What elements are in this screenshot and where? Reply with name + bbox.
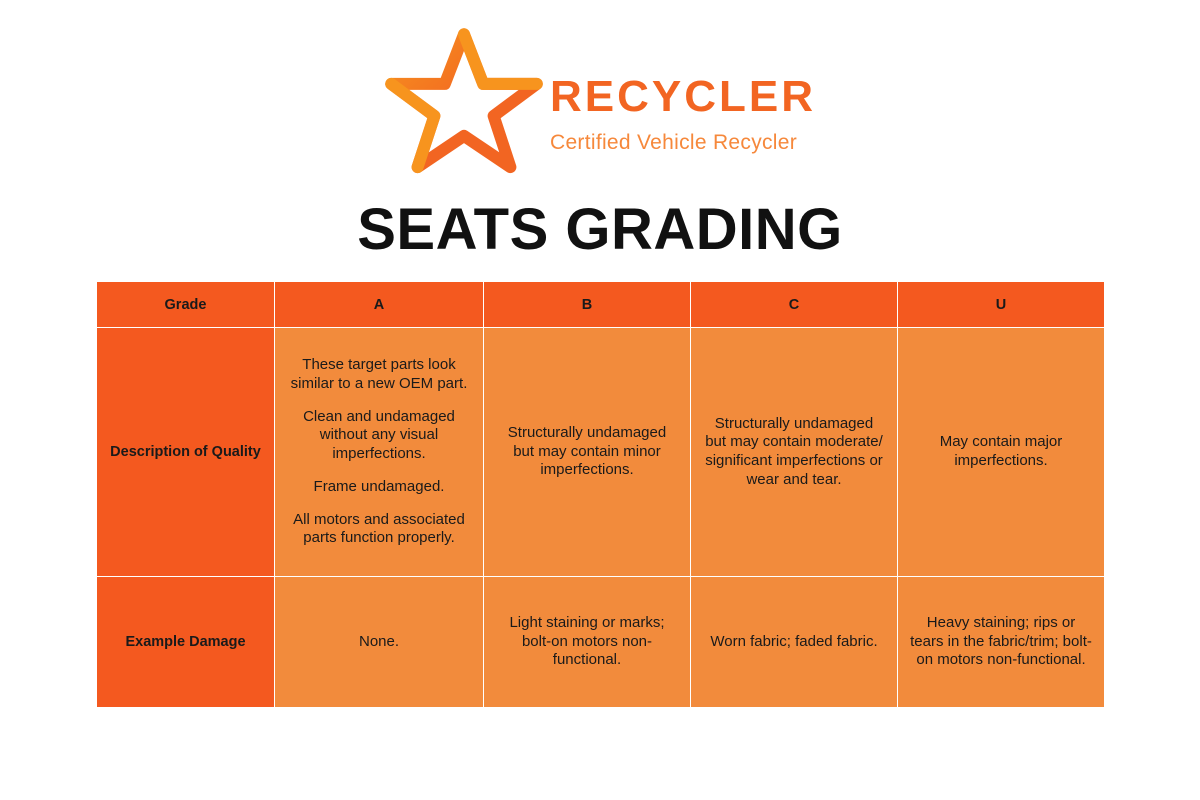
logo-text: [550, 57, 816, 155]
cell-paragraph: All motors and associated parts function properly.: [293, 510, 465, 547]
table-header: [97, 282, 1105, 328]
page-title: SEATS GRADING: [357, 197, 843, 262]
row-label-description-of-quality: Description of Quality: [97, 328, 275, 577]
cell-paragraph: Structurally undamaged but may contain minor imperfections.: [507, 423, 667, 479]
cell-example-u: [898, 577, 1105, 708]
cell-description-b: [484, 328, 691, 577]
cell-paragraph: These target parts look similar to a new OEM part.: [290, 356, 468, 392]
star-outline-icon: [384, 28, 544, 183]
cell-paragraph: None.: [358, 632, 400, 650]
column-header-u: U: [898, 282, 1105, 328]
cell-paragraph: Frame undamaged.: [313, 477, 445, 495]
column-header-grade: Grade: [97, 282, 275, 328]
column-header-c: C: [691, 282, 898, 328]
logo-tagline: Certified Vehicle Recycler: [549, 130, 798, 154]
cell-paragraph: Heavy staining; rips or tears in the fabric/trim; bolt-on motors non-functional.: [910, 613, 1092, 669]
cell-paragraph: Worn fabric; faded fabric.: [710, 632, 878, 650]
table-header-row: [97, 282, 1105, 328]
cell-description-c: [691, 328, 898, 577]
cell-example-b: [484, 577, 691, 708]
cell-paragraph: May contain major imperfections.: [939, 433, 1063, 469]
cell-paragraph: Clean and undamaged without any visual imperfections.: [303, 407, 455, 462]
cell-example-c: [691, 577, 898, 708]
cell-paragraph: Structurally undamaged but may contain moderate/ significant imperfections or wear and tear.: [705, 414, 883, 488]
column-header-b: B: [484, 282, 691, 328]
brand-logo: [0, 28, 1200, 183]
cell-description-u: [898, 328, 1105, 577]
row-label-example-damage: Example Damage: [97, 577, 275, 708]
column-header-a: A: [275, 282, 484, 328]
table-row: [97, 328, 1105, 577]
cell-paragraph: Light staining or marks; bolt-on motors non-functional.: [509, 613, 665, 669]
seats-grading-table: [96, 281, 1105, 708]
cell-description-a: [275, 328, 484, 577]
table-body: [97, 328, 1105, 708]
table-row: [97, 577, 1105, 708]
cell-example-a: [275, 577, 484, 708]
logo-inner: [384, 28, 816, 183]
logo-brand-name: RECYCLER: [549, 71, 817, 121]
